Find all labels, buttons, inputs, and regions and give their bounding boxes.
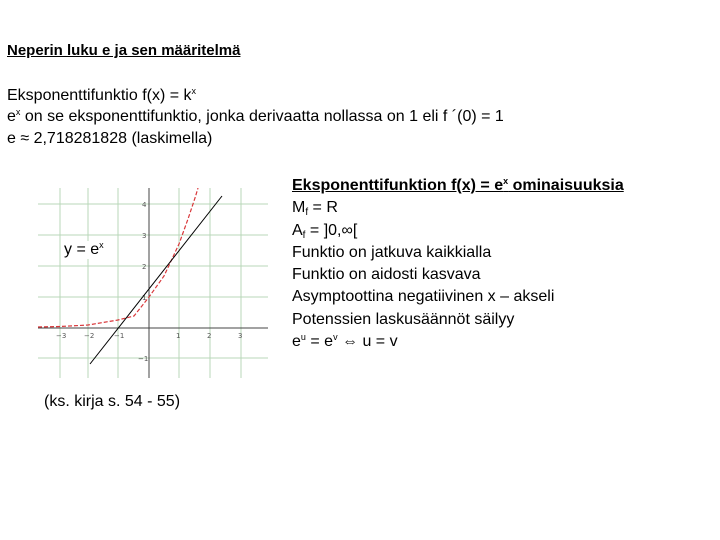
svg-text:2: 2 xyxy=(142,263,147,271)
book-reference: (ks. kirja s. 54 - 55) xyxy=(44,393,181,410)
svg-text:−1: −1 xyxy=(138,355,149,363)
graph-label: $y = e^x$ xyxy=(64,240,104,258)
axes xyxy=(38,188,268,378)
definition-line-3: e ≈ 2,718281828 (laskimella) xyxy=(7,130,213,147)
svg-text:1: 1 xyxy=(142,294,147,302)
page-title: Neperin luku e ja sen määritelmä xyxy=(7,42,241,59)
svg-text:−1: −1 xyxy=(114,332,125,340)
svg-text:1: 1 xyxy=(176,332,181,340)
property-item: Funktio on jatkuva kaikkialla xyxy=(292,243,492,261)
properties-title: Eksponenttifunktion $f(x) = e^x$ ominaisuuksia xyxy=(292,176,624,194)
svg-text:−3: −3 xyxy=(56,332,67,340)
property-item: Funktio on aidosti kasvava xyxy=(292,266,481,284)
svg-text:3: 3 xyxy=(238,332,243,340)
svg-text:−2: −2 xyxy=(84,332,95,340)
svg-text:2: 2 xyxy=(207,332,212,340)
property-item: Potenssien laskusäännöt säilyy xyxy=(292,310,515,328)
domain-item: $M_f = R$ xyxy=(292,199,338,219)
range-item: $A_f = ]0,\infty$[ xyxy=(292,221,358,241)
equality-rule: $e^u = e^v$ ⇔ u = v xyxy=(292,332,398,351)
grid xyxy=(38,188,268,378)
svg-text:4: 4 xyxy=(142,201,147,209)
property-item: Asymptoottina negatiivinen x – akseli xyxy=(292,288,555,306)
exponential-graph xyxy=(38,188,268,378)
svg-text:3: 3 xyxy=(142,232,147,240)
definition-line-1: Eksponenttifunktio $f(x) = k^x$ xyxy=(7,86,197,104)
definition-line-2: $e^x$ on se eksponenttifunktio, jonka derivaatta nollassa on 1 eli f ´(0) = 1 xyxy=(7,107,504,125)
tangent-line xyxy=(90,196,222,364)
properties-list xyxy=(292,175,624,353)
